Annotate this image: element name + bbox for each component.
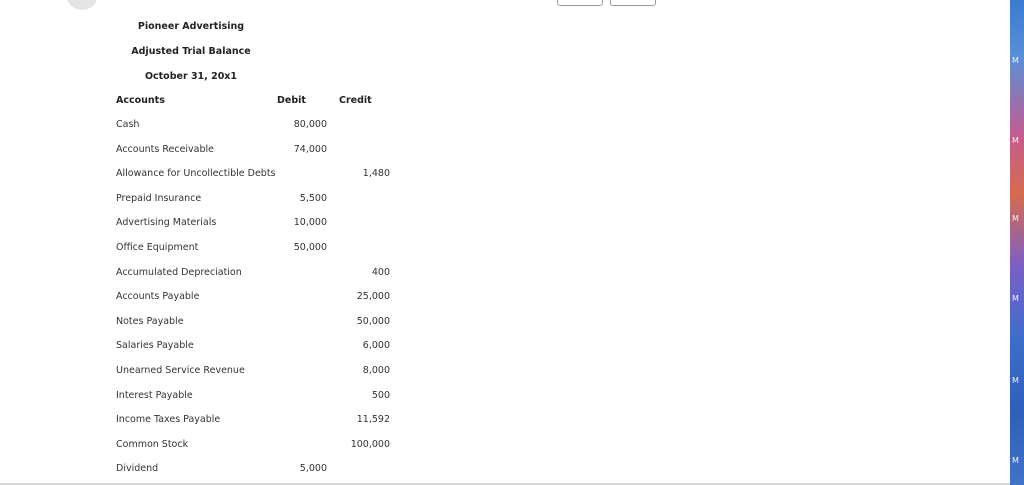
report-title: Adjusted Trial Balance	[131, 46, 251, 57]
credit-amount: 25,000	[356, 291, 390, 302]
accounts-header: Accounts	[116, 95, 165, 106]
account-name: Accumulated Depreciation	[116, 267, 242, 278]
side-strip-label: M	[1012, 294, 1019, 303]
table-row	[0, 291, 420, 305]
debit-amount: 5,500	[299, 193, 327, 204]
side-strip-label: M	[1012, 456, 1019, 465]
company-name: Pioneer Advertising	[137, 21, 245, 32]
credit-amount: 8,000	[362, 365, 390, 376]
table-row	[0, 193, 420, 207]
debit-amount: 10,000	[293, 217, 327, 228]
table-row	[0, 144, 420, 158]
account-name: Interest Payable	[116, 390, 193, 401]
table-row	[0, 340, 420, 354]
table-row	[0, 365, 420, 379]
account-name: Accounts Payable	[116, 291, 200, 302]
table-row	[0, 439, 420, 453]
debit-amount: 50,000	[293, 242, 327, 253]
table-row	[0, 242, 420, 256]
account-name: Salaries Payable	[116, 340, 194, 351]
table-row	[0, 217, 420, 231]
debit-amount: 74,000	[293, 144, 327, 155]
table-row	[0, 414, 420, 428]
table-row	[0, 316, 420, 330]
credit-amount: 50,000	[356, 316, 390, 327]
account-name: Common Stock	[116, 439, 189, 450]
credit-amount: 1,480	[362, 168, 390, 179]
side-strip-label: M	[1012, 56, 1019, 65]
account-name: Notes Payable	[116, 316, 184, 327]
credit-amount: 6,000	[362, 340, 390, 351]
side-strip-label: M	[1012, 136, 1019, 145]
table-row	[0, 390, 420, 404]
account-name: Dividend	[116, 463, 159, 474]
credit-amount: 400	[371, 267, 390, 278]
debit-header: Debit	[277, 95, 306, 106]
avatar	[66, 0, 98, 10]
top-button-right[interactable]	[610, 0, 656, 6]
table-row	[0, 267, 420, 281]
table-row	[0, 168, 420, 182]
account-name: Prepaid Insurance	[116, 193, 202, 204]
account-name: Income Taxes Payable	[116, 414, 221, 425]
report-date: October 31, 20x1	[144, 71, 238, 82]
credit-amount: 11,592	[356, 414, 390, 425]
account-name: Office Equipment	[116, 242, 199, 253]
desktop-wallpaper-strip	[1010, 0, 1024, 485]
account-name: Cash	[116, 119, 140, 130]
credit-amount: 500	[371, 390, 390, 401]
debit-amount: 80,000	[293, 119, 327, 130]
side-strip-label: M	[1012, 214, 1019, 223]
account-name: Accounts Receivable	[116, 144, 215, 155]
credit-amount: 100,000	[350, 439, 390, 450]
side-strip-label: M	[1012, 376, 1019, 385]
table-row	[0, 119, 420, 133]
credit-header: Credit	[339, 95, 372, 106]
top-button-left[interactable]	[557, 0, 603, 6]
account-name: Advertising Materials	[116, 217, 217, 228]
table-row	[0, 463, 420, 477]
debit-amount: 5,000	[299, 463, 327, 474]
account-name: Allowance for Uncollectible Debts	[116, 168, 276, 179]
account-name: Unearned Service Revenue	[116, 365, 245, 376]
